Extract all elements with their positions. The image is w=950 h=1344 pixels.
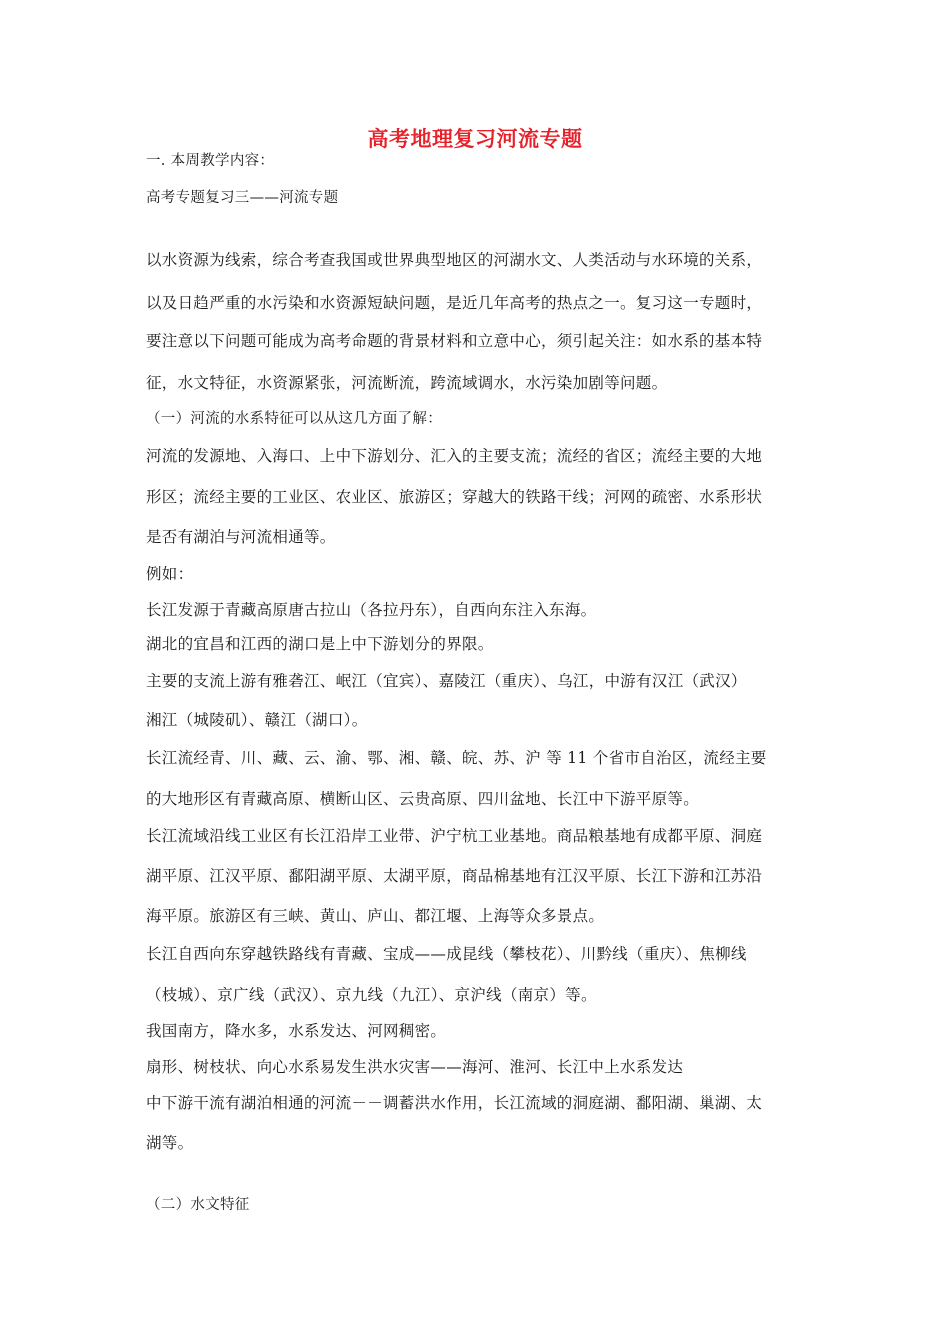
example-line: 中下游干流有湖泊相通的河流－－调蓄洪水作用，长江流域的洞庭湖、鄱阳湖、巢湖、太 [146,1094,763,1112]
example-line: 海平原。旅游区有三峡、黄山、庐山、都江堰、上海等众多景点。 [146,907,605,925]
example-line: 主要的支流上游有雅砻江、岷江（宜宾）、嘉陵江（重庆）、乌江，中游有汉江（武汉） [146,672,747,690]
example-line: 扇形、树枝状、向心水系易发生洪水灾害——海河、淮河、长江中上水系发达 [146,1058,684,1076]
example-line: 湘江（城陵矶）、赣江（湖口）。 [146,711,368,729]
example-line: 长江流域沿线工业区有长江沿岸工业带、沪宁杭工业基地。商品粮基地有成都平原、洞庭 [146,827,763,845]
section2-heading: （二）水文特征 [146,1197,250,1213]
section1-heading: （一）河流的水系特征可以从这几方面了解： [146,411,442,427]
section1-text-line: 形区；流经主要的工业区、农业区、旅游区；穿越大的铁路干线；河网的疏密、水系形状 [146,488,763,506]
subtitle: 高考专题复习三——河流专题 [146,190,339,206]
intro-line: 以及日趋严重的水污染和水资源短缺问题，是近几年高考的热点之一。复习这一专题时， [146,294,763,312]
example-line: 湖等。 [146,1134,194,1152]
example-line: 长江流经青、川、藏、云、渝、鄂、湘、赣、皖、苏、沪 等 11 个省市自治区，流经主要 [146,749,767,767]
section-heading-1: 一. 本周教学内容： [146,153,275,169]
example-line: 我国南方，降水多，水系发达、河网稠密。 [146,1022,447,1040]
intro-line: 要注意以下问题可能成为高考命题的背景材料和立意中心，须引起关注：如水系的基本特 [146,332,763,350]
example-line: 的大地形区有青藏高原、横断山区、云贵高原、四川盆地、长江中下游平原等。 [146,790,700,808]
example-line: 湖北的宜昌和江西的湖口是上中下游划分的界限。 [146,635,494,653]
example-line: 长江自西向东穿越铁路线有青藏、宝成——成昆线（攀枝花）、川黔线（重庆）、焦柳线 [146,945,747,963]
example-line: 长江发源于青藏高原唐古拉山（各拉丹东），自西向东注入东海。 [146,601,597,619]
intro-line: 以水资源为线索，综合考查我国或世界典型地区的河湖水文、人类活动与水环境的关系， [146,251,763,269]
example-label: 例如： [146,565,194,583]
section1-text-line: 河流的发源地、入海口、上中下游划分、汇入的主要支流；流经的省区；流经主要的大地 [146,447,763,465]
document-title: 高考地理复习河流专题 [367,127,583,151]
section1-text-line: 是否有湖泊与河流相通等。 [146,528,336,546]
example-line: 湖平原、江汉平原、鄱阳湖平原、太湖平原，商品棉基地有江汉平原、长江下游和江苏沿 [146,867,763,885]
intro-line: 征，水文特征，水资源紧张，河流断流，跨流域调水，水污染加剧等问题。 [146,374,668,392]
example-line: （枝城）、京广线（武汉）、京九线（九江）、京沪线（南京）等。 [146,986,597,1004]
